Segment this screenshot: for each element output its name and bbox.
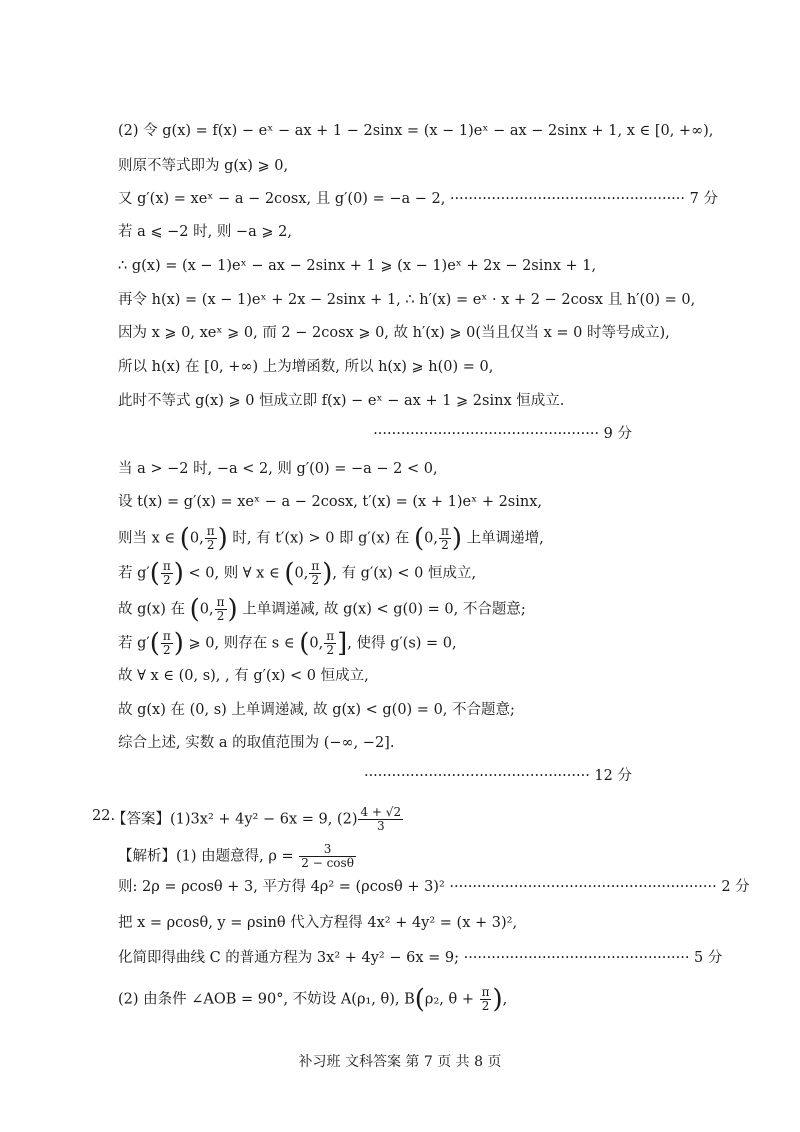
text-line: 若 g′( $\frac{\pi}{2}$ ) < 0, 则 ∀ x ∈ (0, $\frac{\pi}{2}$ ), 有 g′(x) < 0 恒成立, — [118, 558, 477, 589]
text-line: 若 a ⩽ −2 时, 则 −a ⩾ 2, — [118, 224, 292, 240]
page-footer: 补习班 文科答案 第 7 页 共 8 页 — [298, 1054, 502, 1070]
text-line: (2) 令 g(x) = f(x) − eˣ − ax + 1 − 2sinx = (x − 1)eˣ − ax − 2sinx + 1, x ∈ [0, +∞), — [118, 123, 714, 139]
analysis-line: 【解析】(1) 由题意得, ρ = $\frac{3}{2 - \cos\theta}$ — [118, 842, 354, 870]
text-line: 把 x = ρcosθ, y = ρsinθ 代入方程得 4x² + 4y² = (x + 3)², — [118, 915, 518, 931]
text-line: 此时不等式 g(x) ⩾ 0 恒成立即 f(x) − eˣ − ax + 1 ⩾ 2sinx 恒成立. — [118, 393, 565, 409]
fraction: $\frac{4 + √2}{3}$ — [360, 805, 402, 833]
fraction: $\frac{\pi}{2}$ — [206, 524, 215, 552]
fraction: $\frac{\pi}{2}$ — [311, 559, 320, 587]
open-paren: ( — [179, 523, 190, 554]
text-line: 则当 x ∈ (0, $\frac{\pi}{2}$ ) 时, 有 t′(x) > 0 即 g′(x) 在 (0, $\frac{\pi}{2}$ ) 上单调递增, — [118, 523, 544, 554]
fraction: $\frac{\pi}{2}$ — [481, 985, 490, 1013]
fraction: $\frac{\pi}{2}$ — [326, 629, 335, 657]
text-line: 因为 x ⩾ 0, xeˣ ⩾ 0, 而 2 − 2cosx ⩾ 0, 故 h′(x) ⩾ 0(当且仅当 x = 0 时等号成立), — [118, 325, 670, 341]
text-line: 所以 h(x) 在 [0, +∞) 上为增函数, 所以 h(x) ⩾ h(0) = 0, — [118, 359, 494, 375]
fraction: $\frac{\pi}{2}$ — [162, 629, 171, 657]
text-line: 故 g(x) 在 (0, $\frac{\pi}{2}$ ) 上单调递减, 故 g(x) < g(0) = 0, 不合题意; — [118, 594, 526, 625]
text-line: 综合上述, 实数 a 的取值范围为 (−∞, −2]. — [118, 735, 395, 751]
text-line: 再令 h(x) = (x − 1)eˣ + 2x − 2sinx + 1, ∴ h′(x) = eˣ · x + 2 − 2cosx 且 h′(0) = 0, — [118, 292, 696, 308]
text-line: 当 a > −2 时, −a < 2, 则 g′(0) = −a − 2 < 0, — [118, 461, 438, 477]
text-line: ∴ g(x) = (x − 1)eˣ − ax − 2sinx + 1 ⩾ (x − 1)eˣ + 2x − 2sinx + 1, — [118, 258, 597, 274]
fraction: $\frac{3}{2 - \cos\theta}$ — [301, 842, 354, 870]
score-marker: ················································· 12 分 — [363, 768, 632, 784]
text-line: 若 g′( $\frac{\pi}{2}$ ) ⩾ 0, 则存在 s ∈ (0, $\frac{\pi}{2}$ ], 使得 g′(s) = 0, — [118, 628, 457, 659]
text-line: 化简即得曲线 C 的普通方程为 3x² + 4y² − 6x = 9; ················································· 5 分 — [118, 950, 723, 966]
text-line: 故 g(x) 在 (0, s) 上单调递减, 故 g(x) < g(0) = 0, 不合题意; — [118, 702, 515, 718]
text-line: 故 ∀ x ∈ (0, s), , 有 g′(x) < 0 恒成立, — [118, 668, 369, 684]
text-line: 则原不等式即为 g(x) ⩾ 0, — [118, 158, 289, 174]
close-paren: ) — [217, 523, 228, 554]
fraction: $\frac{\pi}{2}$ — [440, 524, 449, 552]
fraction: $\frac{\pi}{2}$ — [162, 559, 171, 587]
question-number: 22. — [92, 808, 116, 824]
text-line: 则: 2ρ = ρcosθ + 3, 平方得 4ρ² = (ρcosθ + 3)² ·························································· 2 分 — [118, 879, 750, 895]
text-line: 设 t(x) = g′(x) = xeˣ − a − 2cosx, t′(x) = (x + 1)eˣ + 2sinx, — [118, 494, 543, 510]
text-line: 又 g′(x) = xeˣ − a − 2cosx, 且 g′(0) = −a − 2, ··················································· 7 分 — [118, 191, 718, 207]
text-line: (2) 由条件 ∠AOB = 90°, 不妨设 A(ρ₁, θ), B(ρ₂, θ + $\frac{\pi}{2}$ ), — [118, 984, 508, 1015]
answer-line: 【答案】(1)3x² + 4y² − 6x = 9, (2) $\frac{4 + √2}{3}$ — [112, 805, 402, 833]
fraction: $\frac{\pi}{2}$ — [216, 595, 225, 623]
score-marker: ················································· 9 分 — [373, 426, 632, 442]
